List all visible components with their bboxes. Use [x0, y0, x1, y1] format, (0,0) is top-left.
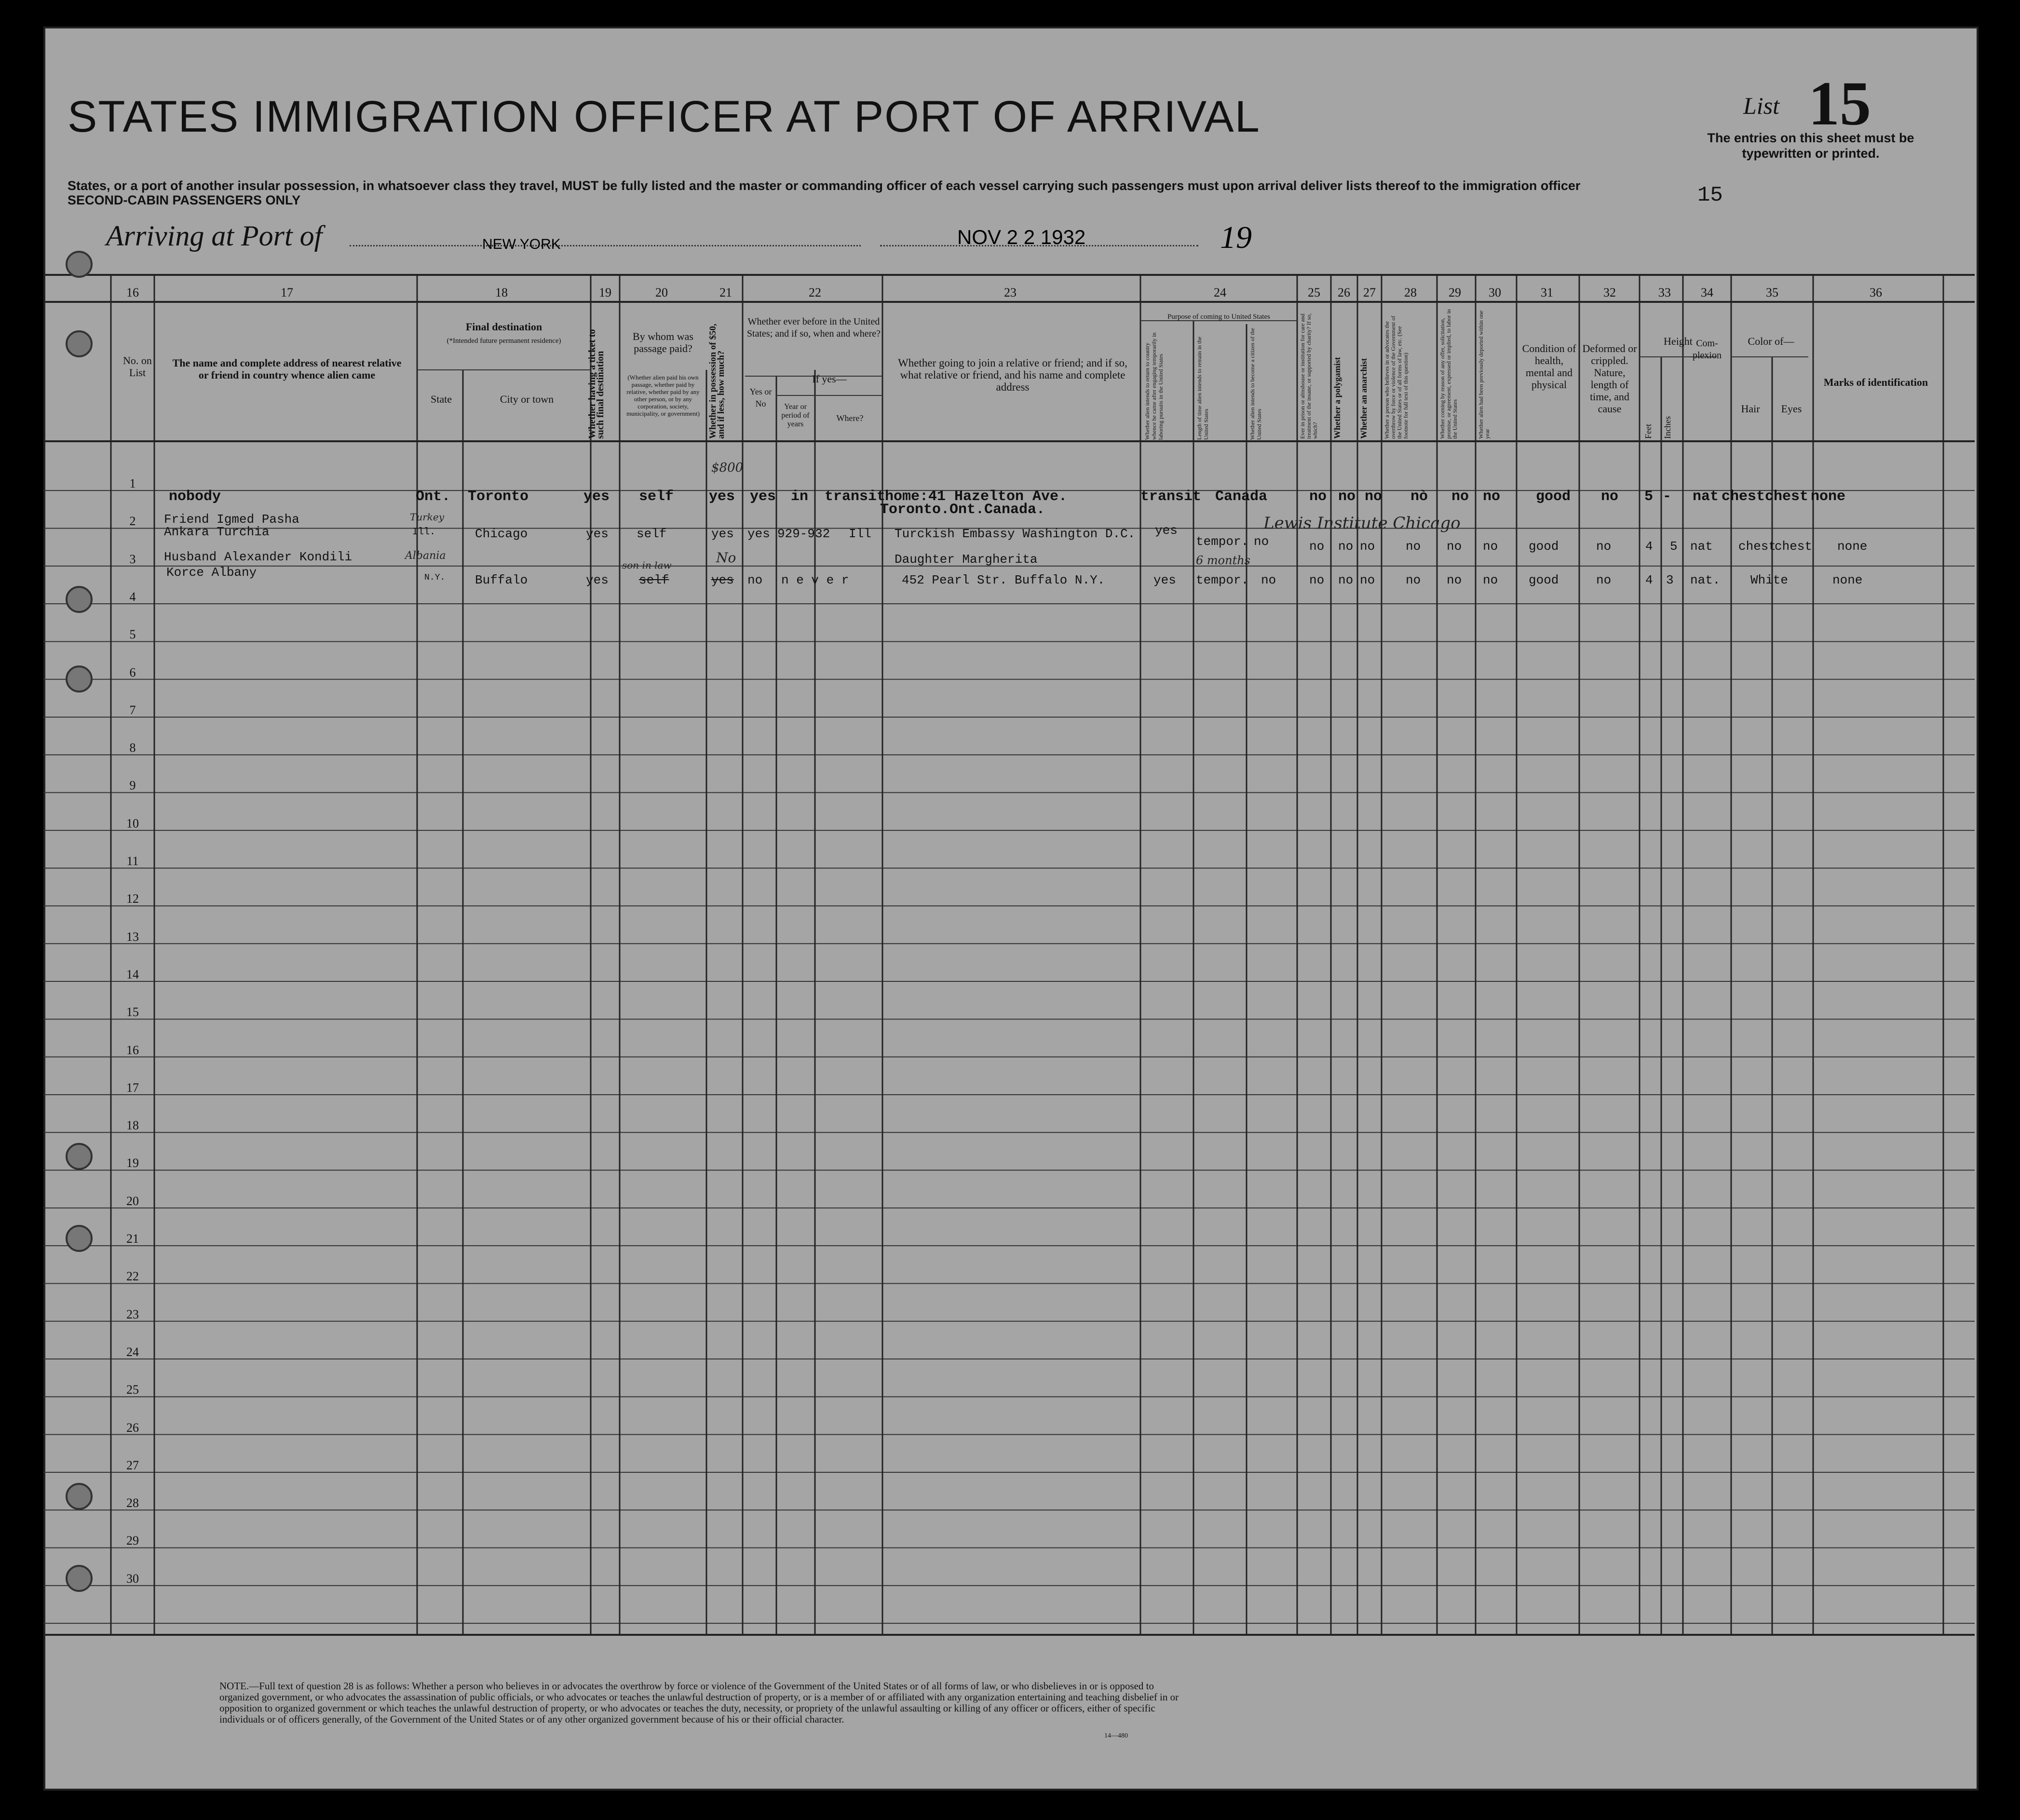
header-passage-paid-note: (Whether alien paid his own passage, whether paid by relative, whether paid by any other person, or by any corporation, society, municipality, or government) — [626, 374, 700, 417]
prison-value: no — [1309, 573, 1325, 587]
column-number: 29 — [1449, 285, 1461, 299]
binder-hole — [66, 1483, 93, 1510]
hair-value: White — [1750, 573, 1789, 587]
list-number-typed: 15 — [1697, 183, 1723, 207]
column-number: 24 — [1214, 285, 1226, 299]
polygamist-value: no — [1338, 573, 1354, 587]
header-overthrow: Whether a person who believes in or advocates the overthrow by force or violence of the Government of the United States or of all forms of law, etc. (See footnote for full text of this question) — [1383, 315, 1409, 439]
ever-before-period: 929-932 — [777, 527, 830, 541]
fifty-value: yes — [711, 573, 734, 587]
purpose-length-value: Canada — [1215, 489, 1268, 505]
form-number: 14—480 — [1104, 1732, 1128, 1739]
deported-value: no — [1483, 539, 1498, 554]
height-feet-value: 4 — [1645, 573, 1653, 587]
header-ever-where: Where? — [836, 413, 864, 423]
overthrow-value: no — [1406, 573, 1421, 587]
instructions-text: States, or a port of another insular possession, in whatsoever class they travel, MUST be fully listed and the master or commanding officer of each vessel carrying such passengers must upon arrival deliver lists thereof to the immigration officer — [68, 178, 1581, 193]
header-fifty-dollars: Whether in possession of $50, and if less, how much? — [708, 324, 726, 439]
height-inches-value: - — [1663, 489, 1672, 505]
header-eyes: Eyes — [1781, 403, 1802, 415]
header-prison: Ever in prison or almshouse or institution for care and treatment of the insane, or supported by charity? If so, which? — [1299, 313, 1318, 439]
footnote: NOTE.—Full text of question 28 is as follows: Whether a person who believes in or advocates the overthrow by force or violence of the Government of the United States or of all forms of law, or who disbelieves in or is opposed to organized government, or who advocates the assassination of public officials, or who advocates or teaches the unlawful destruction of property, or is a member of or affiliated with any organization entertaining and teaching disbelief in or opposition to organized government or which teaches the unlawful destruction of property, or who advocates or teaches the duty, necessity, or propriety of the unlawful assaulting or killing of any officer or officers, either of specific individuals or of officers generally, of the Government of the United States or of any other organized government because of his or their official character. — [219, 1680, 1179, 1725]
purpose-length-handwritten: 6 months — [1196, 554, 1250, 567]
row-number: 24 — [126, 1345, 139, 1359]
labor-offer-value: no — [1451, 489, 1469, 505]
overthrow-value: nò — [1410, 489, 1428, 505]
fifty-value: yes — [709, 489, 735, 505]
purpose-length-value: tempor. — [1196, 534, 1249, 549]
prison-value: no — [1309, 539, 1325, 554]
row-number: 19 — [126, 1156, 139, 1170]
binder-hole — [66, 666, 93, 693]
column-number: 27 — [1363, 285, 1376, 299]
header-purpose-citizen: Whether alien intends to become a citizen of the United States — [1249, 328, 1262, 440]
row-number: 9 — [129, 778, 136, 793]
health-value: good — [1529, 539, 1559, 554]
binder-hole — [66, 586, 93, 613]
labor-offer-value: no — [1447, 573, 1462, 587]
eyes-value: chest — [1775, 539, 1813, 554]
relative-address: Korce Albany — [166, 565, 257, 580]
header-color: Color of— — [1748, 335, 1794, 347]
passage-paid-value: self — [637, 527, 667, 541]
header-marks: Marks of identification — [1823, 376, 1928, 388]
destination-state: Ont. — [416, 489, 451, 505]
list-number: 15 — [1808, 69, 1871, 138]
marks-value: none — [1832, 573, 1863, 587]
row-number: 3 — [129, 552, 136, 566]
header-city: City or town — [500, 393, 554, 405]
join-relative-value: home:41 Hazelton Ave. — [885, 489, 1068, 505]
height-inches-value: 3 — [1666, 573, 1674, 587]
header-final-destination: Final destination — [465, 321, 542, 333]
deformed-value: no — [1596, 539, 1612, 554]
row-number: 17 — [126, 1080, 139, 1095]
purpose-return-value: yes — [1153, 573, 1176, 587]
list-label: List — [1743, 92, 1780, 119]
header-hair: Hair — [1741, 403, 1760, 415]
complexion-value: nat. — [1690, 573, 1721, 587]
ticket-value: yes — [586, 573, 609, 587]
binder-hole — [66, 330, 93, 357]
header-inches: Inches — [1663, 416, 1672, 439]
row-number: 12 — [126, 892, 139, 906]
destination-city: Chicago — [475, 527, 528, 541]
column-number: 35 — [1766, 285, 1778, 299]
row-number: 8 — [129, 741, 136, 755]
hair-value: chest — [1722, 489, 1765, 505]
row-number: 30 — [126, 1571, 139, 1586]
join-relative-value: Turckish Embassy Washington D.C. — [895, 527, 1136, 541]
list-note: The entries on this sheet must be typewritten or printed. — [1707, 131, 1914, 161]
header-state: State — [431, 393, 452, 405]
relative-name: nobody — [169, 489, 221, 505]
row-number: 4 — [129, 589, 136, 604]
header-deported: Whether alien had been previously deported within one year — [1478, 310, 1491, 439]
year-prefix: 19 — [1220, 220, 1252, 255]
header-purpose-return: Whether alien intends to return to country whence he came after engaging temporarily in laboring pursuits in the United States — [1144, 332, 1164, 440]
row-number: 6 — [129, 665, 136, 679]
header-labor-offer: Whether coming by reason of any offer, solicitation, promise, or agreement, expressed or implied, to labor in the United States — [1439, 309, 1458, 439]
header-feet: Feet — [1643, 424, 1653, 439]
column-number: 22 — [809, 285, 821, 299]
passage-paid-value: self — [639, 489, 674, 505]
row-number: 11 — [126, 854, 139, 868]
ever-before-period: n e v e r — [781, 573, 849, 587]
height-feet-value: 5 — [1644, 489, 1654, 505]
ever-before-value: yes — [750, 489, 776, 505]
health-value: good — [1529, 573, 1559, 587]
port-value: NEW YORK — [482, 236, 561, 252]
header-ticket: Whether having a ticket to such final destination — [587, 329, 606, 439]
column-number: 31 — [1541, 285, 1553, 299]
column-number: 17 — [281, 285, 293, 299]
binder-hole — [66, 1565, 93, 1592]
page-title: STATES IMMIGRATION OFFICER AT PORT OF ARRIVAL — [68, 92, 1261, 141]
eyes-value: chest — [1765, 489, 1809, 505]
destination-state: Ill. — [412, 527, 436, 538]
destination-state: N.Y. — [424, 573, 446, 583]
column-number: 16 — [126, 285, 139, 299]
header-complexion: Com-plexion — [1693, 338, 1722, 361]
ever-before-value: yes — [747, 527, 770, 541]
ever-before-where: transit — [825, 489, 886, 505]
row-number: 14 — [126, 967, 139, 981]
column-number: 25 — [1308, 285, 1320, 299]
header-final-destination-note: (*Intended future permanent residence) — [447, 337, 561, 345]
row-number: 21 — [126, 1232, 139, 1246]
binder-hole — [66, 1225, 93, 1252]
row-number: 1 — [129, 476, 136, 490]
column-number: 36 — [1870, 285, 1882, 299]
fifty-handwritten: No — [716, 550, 736, 566]
anarchist-value: no — [1360, 573, 1375, 587]
column-number: 33 — [1658, 285, 1671, 299]
header-join-relative: Whether going to join a relative or friend; and if so, what relative or friend, and his name and complete address — [898, 357, 1127, 393]
purpose-return-value: transit — [1140, 489, 1202, 505]
row-number: 7 — [129, 703, 136, 717]
height-feet-value: 4 — [1645, 539, 1653, 554]
row-number: 18 — [126, 1118, 139, 1133]
prison-handwritten: Lewis Institute Chicago — [1263, 514, 1461, 533]
prison-value: no — [1309, 489, 1327, 505]
labor-offer-value: no — [1447, 539, 1462, 554]
state-handwritten: Turkey — [410, 511, 445, 523]
purpose-length-value: tempor. — [1196, 573, 1249, 587]
health-value: good — [1536, 489, 1571, 505]
row-number: 22 — [126, 1269, 139, 1284]
destination-city: Buffalo — [475, 573, 528, 587]
row-number: 23 — [126, 1307, 139, 1321]
complexion-value: nat — [1690, 539, 1713, 554]
deported-value: no — [1483, 573, 1498, 587]
marks-value: none — [1837, 539, 1868, 554]
relative-address: Ankara Turchia — [164, 525, 270, 539]
arriving-label: Arriving at Port of — [106, 220, 323, 252]
header-health: Condition of health, mental and physical — [1522, 342, 1576, 391]
purpose-citizen-value: no — [1254, 534, 1269, 549]
row-number: 13 — [126, 929, 139, 944]
deformed-value: no — [1596, 573, 1612, 587]
purpose-return-value: yes — [1155, 523, 1178, 538]
deformed-value: no — [1601, 489, 1619, 505]
passenger-class: SECOND-CABIN PASSENGERS ONLY — [68, 193, 301, 207]
row-number: 5 — [129, 627, 136, 642]
header-anarchist: Whether an anarchist — [1359, 358, 1369, 439]
column-number: 23 — [1004, 285, 1017, 299]
column-number: 20 — [655, 285, 668, 299]
anarchist-value: no — [1365, 489, 1383, 505]
column-number: 18 — [495, 285, 508, 299]
row-number: 26 — [126, 1420, 139, 1435]
polygamist-value: no — [1338, 489, 1356, 505]
ever-before-period: in — [791, 489, 809, 505]
header-polygamist: Whether a polygamist — [1332, 357, 1342, 439]
header-passage-paid: By whom was passage paid? — [633, 330, 693, 354]
header-no-on-list: No. on List — [123, 354, 152, 379]
ticket-value: yes — [583, 489, 610, 505]
header-ever-if-yes: If yes— — [812, 373, 847, 385]
relative-name: Friend Igmed Pasha — [164, 512, 299, 527]
destination-city: Toronto — [468, 489, 529, 505]
row-number: 10 — [126, 816, 139, 830]
column-number: 21 — [719, 285, 732, 299]
header-ever-before: Whether ever before in the United States; and if so, when and where? — [746, 316, 881, 339]
header-purpose: Purpose of coming to United States — [1167, 313, 1270, 321]
relative-name: Husband Alexander Kondili — [164, 550, 352, 564]
state-handwritten: Albania — [405, 550, 446, 562]
row-number: 27 — [126, 1458, 139, 1472]
deported-value: no — [1483, 489, 1501, 505]
purpose-citizen-value: no — [1261, 573, 1276, 587]
header-ever-yes-no: Yes or No — [749, 387, 772, 408]
fifty-value: yes — [711, 527, 734, 541]
row-number: 25 — [126, 1383, 139, 1397]
row-number: 29 — [126, 1534, 139, 1548]
row-number: 28 — [126, 1496, 139, 1510]
join-relative-address: Toronto.Ont.Canada. — [880, 502, 1045, 518]
fifty-handwritten: $800 — [711, 461, 744, 475]
column-number: 34 — [1701, 285, 1713, 299]
row-number: 15 — [126, 1005, 139, 1019]
column-number: 30 — [1489, 285, 1501, 299]
join-relative-value: Daughter Margherita — [895, 552, 1038, 567]
header-deformed: Deformed or crippled. Nature, length of time, and cause — [1582, 342, 1637, 415]
date-stamp: NOV 2 2 1932 — [957, 226, 1086, 248]
polygamist-value: no — [1338, 539, 1354, 554]
hair-value: chest — [1738, 539, 1776, 554]
overthrow-value: no — [1406, 539, 1421, 554]
passage-paid-value: self — [639, 573, 669, 587]
header-relative: The name and complete address of nearest relative or friend in country whence alien came — [172, 357, 402, 381]
header-purpose-length: Length of time alien intends to remain in the United States — [1196, 337, 1209, 440]
complexion-value: nat — [1693, 489, 1719, 505]
column-number: 32 — [1603, 285, 1616, 299]
binder-hole — [66, 251, 93, 278]
anarchist-value: no — [1360, 539, 1375, 554]
row-number: 16 — [126, 1043, 139, 1057]
header-ever-years: Year or period of years — [781, 403, 810, 428]
ticket-value: yes — [586, 527, 609, 541]
passage-paid-handwritten: son in law — [622, 559, 672, 571]
ever-before-where: Ill — [849, 527, 871, 541]
column-number: 19 — [599, 285, 611, 299]
join-relative-address: 452 Pearl Str. Buffalo N.Y. — [902, 573, 1105, 587]
binder-hole — [66, 1143, 93, 1170]
height-inches-value: 5 — [1670, 539, 1678, 554]
column-number: 26 — [1338, 285, 1350, 299]
row-number: 20 — [126, 1194, 139, 1208]
marks-value: none — [1811, 489, 1846, 505]
row-number: 2 — [129, 514, 136, 529]
ever-before-value: no — [747, 573, 763, 587]
header-height: Height — [1664, 335, 1693, 347]
column-number: 28 — [1404, 285, 1417, 299]
